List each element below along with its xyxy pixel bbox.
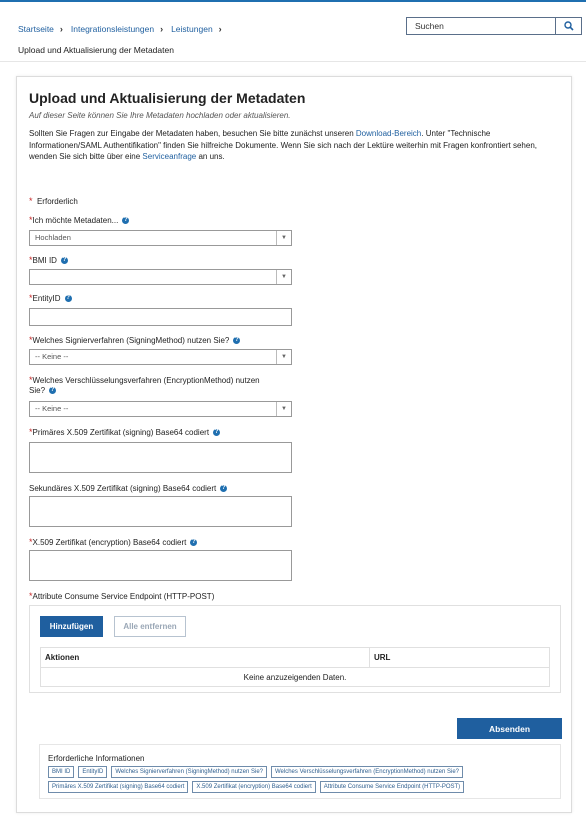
download-area-link[interactable]: Download-Bereich [355, 129, 422, 138]
encryption-method-select[interactable] [29, 401, 292, 417]
encryption-method-label [29, 375, 260, 396]
required-note [29, 196, 78, 206]
search-bar [406, 17, 582, 35]
page-subtitle: Upload und Aktualisierung der Metadaten [18, 45, 174, 55]
required-star: * [29, 255, 33, 265]
label-text: EntityID [32, 294, 61, 303]
cert-primary-textarea[interactable] [29, 442, 292, 473]
info-text-part: Sollten Sie Fragen zur Eingabe der Metadaten haben, besuchen Sie bitte zunächst unseren [29, 129, 356, 138]
cert-secondary-textarea[interactable] [29, 496, 292, 527]
help-icon[interactable]: ? [62, 257, 67, 264]
help-icon[interactable]: ? [221, 485, 226, 492]
label-text: Primäres X.509 Zertifikat (signing) Base64 codiert [32, 428, 210, 437]
required-tag-entity-id[interactable]: EntityID [78, 766, 107, 778]
service-request-link[interactable]: Serviceanfrage [142, 152, 197, 161]
search-input[interactable] [406, 17, 556, 35]
info-text-part: an uns. [196, 152, 225, 161]
label-text: Sekundäres X.509 Zertifikat (signing) Base64 codiert [29, 484, 217, 493]
label-text: BMI ID [32, 256, 57, 265]
help-icon[interactable]: ? [235, 337, 239, 344]
search-icon [564, 21, 574, 31]
signing-method-label [29, 335, 240, 346]
empty-table-text: Keine anzuzeigenden Daten. [243, 673, 347, 682]
label-text: Welches Signierverfahren (SigningMethod) nutzen Sie? [32, 336, 230, 345]
help-icon[interactable]: ? [214, 429, 219, 436]
acs-panel [29, 605, 561, 693]
metadata-action-select[interactable] [29, 230, 292, 246]
table-header [41, 648, 549, 668]
required-tag-bmi-id[interactable]: BMI ID [48, 766, 74, 778]
breadcrumb-item-integration[interactable]: Integrationsleistungen [70, 24, 155, 34]
chevron-right-icon: › [160, 24, 164, 34]
entity-id-input[interactable] [29, 308, 292, 326]
required-note-text: Erforderlich [36, 197, 78, 206]
chevron-right-icon: › [218, 24, 222, 34]
required-star: * [29, 537, 33, 547]
signing-method-select[interactable] [29, 349, 292, 365]
acs-label [29, 591, 214, 602]
add-button[interactable]: Hinzufügen [40, 616, 103, 637]
help-icon[interactable]: ? [66, 295, 70, 302]
cert-encryption-label [29, 537, 197, 548]
select-value: Hochladen [35, 233, 71, 242]
chevron-down-icon: ▼ [276, 350, 291, 364]
required-tag-encryption-method[interactable]: Welches Verschlüsselungsverfahren (EncryptionMethod) nutzen Sie? [271, 766, 463, 778]
required-star: * [29, 427, 33, 437]
required-star: * [29, 215, 33, 225]
help-icon[interactable]: ? [124, 217, 128, 224]
help-icon[interactable]: ? [192, 539, 196, 546]
cert-primary-label [29, 427, 220, 438]
breadcrumb [18, 24, 230, 34]
bmi-id-select[interactable] [29, 269, 292, 285]
select-value: -- Keine -- [35, 404, 69, 413]
remove-all-button[interactable]: Alle entfernen [114, 616, 186, 637]
page-description: Auf dieser Seite können Sie Ihre Metadaten hochladen oder aktualisieren. [29, 111, 291, 120]
column-divider [369, 648, 370, 668]
chevron-down-icon: ▼ [276, 231, 291, 245]
label-text: X.509 Zertifikat (encryption) Base64 codiert [32, 538, 187, 547]
label-text: Welches Verschlüsselungsverfahren (EncryptionMethod) nutzen [32, 376, 260, 385]
metadata-form-card [16, 76, 572, 813]
required-tag-acs[interactable]: Attribute Consume Service Endpoint (HTTP-POST) [320, 781, 464, 793]
breadcrumb-item-home[interactable]: Startseite [18, 24, 54, 34]
acs-table [40, 647, 550, 687]
label-text: Sie? [29, 386, 46, 395]
label-text: Attribute Consume Service Endpoint (HTTP-POST) [32, 592, 215, 601]
top-bar [0, 2, 586, 62]
info-text [29, 128, 559, 163]
chevron-down-icon: ▼ [276, 402, 291, 416]
cert-encryption-textarea[interactable] [29, 550, 292, 581]
required-tag-cert-encryption[interactable]: X.509 Zertifikat (encryption) Base64 codiert [192, 781, 315, 793]
chevron-right-icon: › [59, 24, 63, 34]
help-icon[interactable]: ? [50, 387, 55, 394]
column-header-actions[interactable]: Aktionen [45, 653, 80, 662]
required-info-title: Erforderliche Informationen [48, 754, 145, 763]
metadata-action-label [29, 215, 129, 226]
required-star: * [29, 375, 33, 385]
label-text: Ich möchte Metadaten... [32, 216, 119, 225]
select-value: -- Keine -- [35, 352, 69, 361]
info-text-part: . Unter "Technische Informationen/SAML Authentifikation" finden Sie hilfreiche Dokumente. Wenn Sie sich nach der Lektüre weiterhin mit Fragen konfrontiert sehen, wenden Sie sich bitte über eine [29, 129, 538, 161]
column-header-url[interactable]: URL [374, 653, 391, 662]
entity-id-label [29, 293, 72, 304]
required-info-panel [39, 744, 561, 799]
submit-button[interactable]: Absenden [457, 718, 562, 739]
page-title: Upload und Aktualisierung der Metadaten [29, 90, 306, 106]
bmi-id-label [29, 255, 68, 266]
chevron-down-icon: ▼ [276, 270, 291, 284]
breadcrumb-item-services[interactable]: Leistungen [171, 24, 213, 34]
required-tag-signing-method[interactable]: Welches Signierverfahren (SigningMethod) nutzen Sie? [111, 766, 267, 778]
required-info-tags [48, 766, 558, 796]
cert-secondary-label [29, 484, 227, 494]
search-button[interactable] [556, 17, 582, 35]
required-star: * [29, 293, 33, 303]
required-tag-cert-primary[interactable]: Primäres X.509 Zertifikat (signing) Base64 codiert [48, 781, 188, 793]
required-star: * [29, 591, 33, 601]
required-star: * [29, 335, 33, 345]
required-star: * [29, 196, 33, 206]
